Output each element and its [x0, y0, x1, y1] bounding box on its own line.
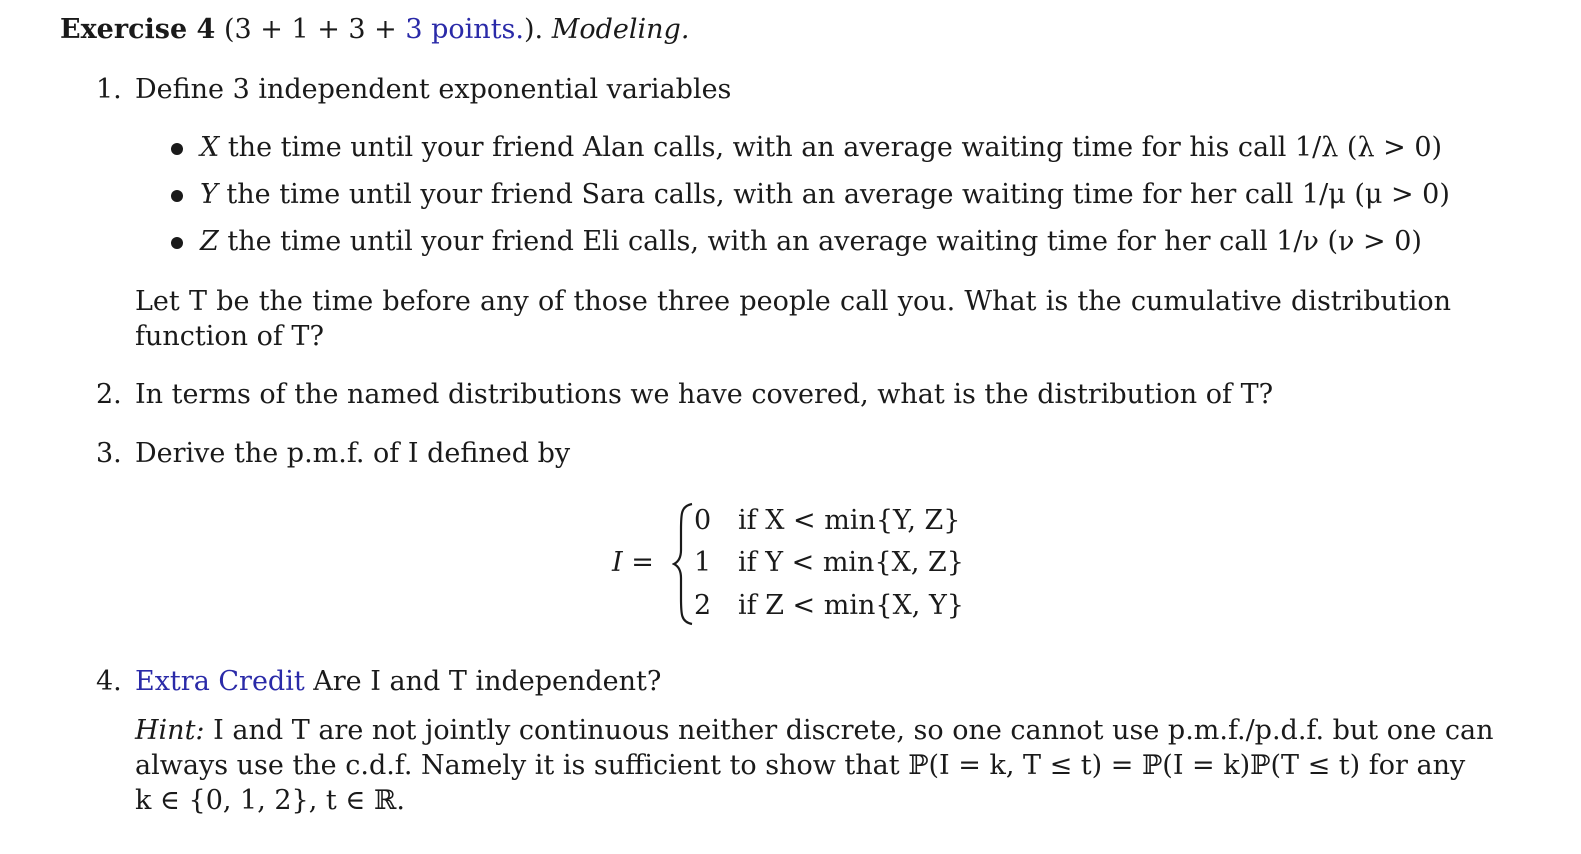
- bullet-y: [200, 181, 1450, 208]
- case-2-condition: if Z < min{X, Y}: [738, 590, 964, 621]
- hint-line-1: [135, 715, 1494, 746]
- case-1-value: 1: [694, 547, 712, 578]
- item-4-line: [135, 668, 661, 695]
- bullet-x-text: the time until your friend Alan calls, with an average waiting time for his call 1/λ (λ > 0): [227, 132, 1443, 163]
- bullet-y-var: Y: [200, 179, 218, 210]
- case-2-value: 2: [694, 590, 712, 621]
- exercise-title: [60, 16, 689, 43]
- bullet-x-var: X: [200, 132, 220, 163]
- exercise-topic: Modeling.: [551, 14, 690, 45]
- item-1-question-line-2: function of T?: [135, 321, 324, 352]
- case-1-condition: if Y < min{X, Z}: [738, 547, 964, 578]
- extra-credit-link[interactable]: Extra Credit: [135, 666, 305, 697]
- item-3-number: 3.: [96, 438, 122, 469]
- points-link[interactable]: 3 points.: [405, 14, 524, 45]
- bullet-marker: [171, 237, 183, 249]
- bullet-z-text: the time until your friend Eli calls, with an average waiting time for her call 1/ν (ν > 0): [227, 226, 1422, 257]
- case-0-value: 0: [694, 505, 712, 536]
- hint-label: Hint:: [135, 715, 205, 746]
- bullet-z: [200, 228, 1422, 255]
- cases-brace: [672, 502, 694, 626]
- item-2-number: 2.: [96, 379, 122, 410]
- item-2-text: In terms of the named distributions we have covered, what is the distribution of T?: [135, 379, 1274, 410]
- item-1-number: 1.: [96, 74, 122, 105]
- bullet-marker: [171, 143, 183, 155]
- bullet-x: [200, 134, 1442, 161]
- hint-line-3: k ∈ {0, 1, 2}, t ∈ ℝ.: [135, 785, 405, 816]
- item-4-text: Are I and T independent?: [313, 666, 662, 697]
- exercise-label: Exercise 4: [60, 14, 216, 45]
- points-prefix: (3 + 1 + 3 +: [223, 14, 406, 45]
- item-3-text: Derive the p.m.f. of I defined by: [135, 438, 571, 469]
- bullet-y-text: the time until your friend Sara calls, with an average waiting time for her call 1/μ (μ > 0): [226, 179, 1450, 210]
- hint-line-1-text: I and T are not jointly continuous neither discrete, so one cannot use p.m.f./p.d.f. but one can: [213, 715, 1494, 746]
- item-1-text: Define 3 independent exponential variables: [135, 74, 732, 105]
- case-0-condition: if X < min{Y, Z}: [738, 505, 961, 536]
- points-suffix: ).: [524, 14, 544, 45]
- item-1-question-line-1: Let T be the time before any of those three people call you. What is the cumulative distribution: [135, 286, 1451, 317]
- hint-line-2: always use the c.d.f. Namely it is sufficient to show that ℙ(I = k, T ≤ t) = ℙ(I = k)ℙ(T ≤ t) for any: [135, 750, 1466, 781]
- bullet-marker: [171, 190, 183, 202]
- equation-lhs: I =: [612, 547, 654, 578]
- bullet-z-var: Z: [200, 226, 219, 257]
- item-4-number: 4.: [96, 666, 122, 697]
